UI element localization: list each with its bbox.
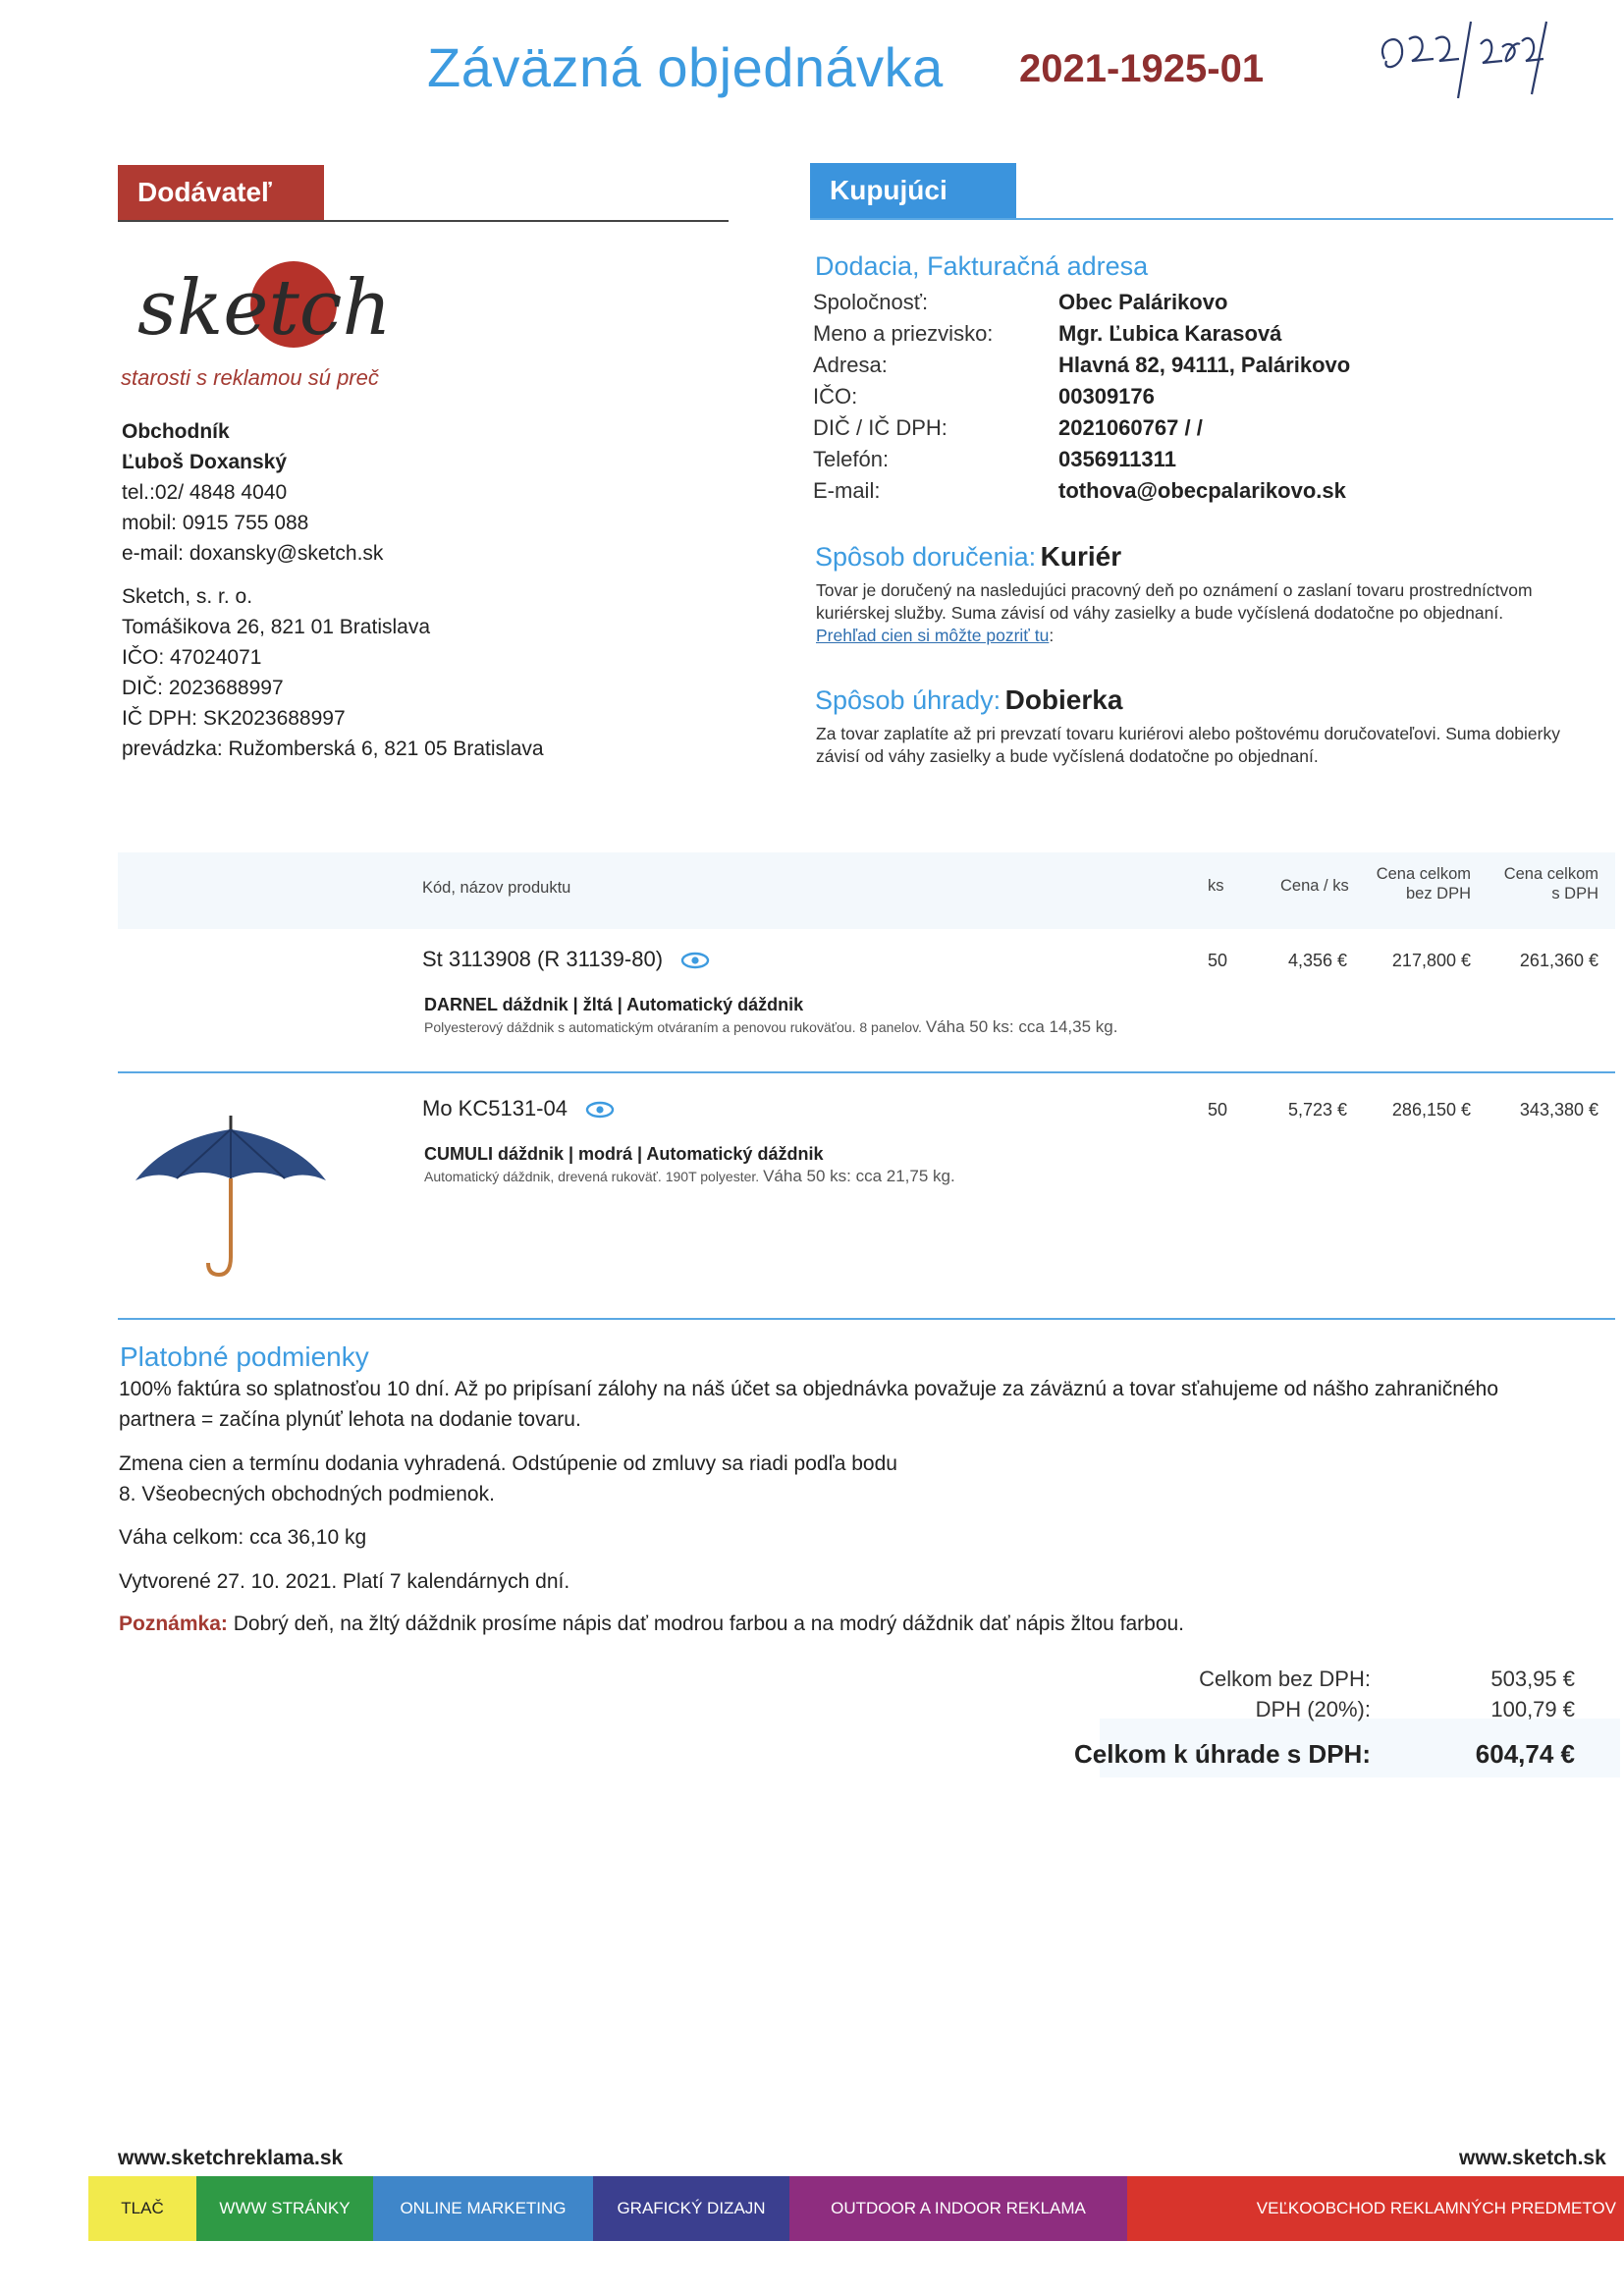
payment-method: Dobierka bbox=[1004, 684, 1123, 715]
created-date: Vytvorené 27. 10. 2021. Platí 7 kalendárnych dní. bbox=[119, 1570, 570, 1593]
product-description bbox=[424, 1167, 955, 1186]
th-total-net bbox=[1355, 864, 1471, 903]
order-note bbox=[119, 1613, 1184, 1636]
footer-segment-design[interactable] bbox=[593, 2176, 789, 2241]
footer-segment-label: WWW STRÁNKY bbox=[219, 2199, 351, 2217]
table-row-code bbox=[422, 1096, 615, 1121]
delivery-method: Kuriér bbox=[1040, 541, 1122, 572]
th-product: Kód, názov produktu bbox=[422, 879, 571, 897]
vat-label: DPH (20%): bbox=[1255, 1697, 1371, 1722]
product-weight: Váha 50 ks: cca 14,35 kg. bbox=[925, 1017, 1118, 1036]
buyer-dic: 2021060767 / / bbox=[1058, 415, 1203, 440]
total-net-value: 503,95 € bbox=[1490, 1667, 1575, 1691]
row-divider bbox=[118, 1071, 1615, 1073]
footer-segment-wholesale[interactable] bbox=[1127, 2176, 1624, 2241]
supplier-mobile: mobil: 0915 755 088 bbox=[122, 512, 309, 534]
footer-segment-label: VEĽKOOBCHOD REKLAMNÝCH PREDMETOV bbox=[1256, 2199, 1616, 2217]
buyer-field-label: Spoločnosť: bbox=[813, 290, 929, 314]
handwritten-note bbox=[1365, 0, 1561, 108]
row-total-net: 217,800 € bbox=[1391, 951, 1471, 970]
supplier-address: Tomášikova 26, 821 01 Bratislava bbox=[122, 616, 431, 638]
logo-wordmark: sketch bbox=[137, 264, 392, 353]
product-desc-text: Polyesterový dáždnik s automatickým otváraním a penovou rukoväťou. 8 panelov. bbox=[424, 1019, 922, 1035]
product-description bbox=[424, 1017, 1117, 1037]
buyer-field-label: Telefón: bbox=[813, 447, 890, 471]
vat-value: 100,79 € bbox=[1490, 1697, 1575, 1722]
total-weight: Váha celkom: cca 36,10 kg bbox=[119, 1526, 367, 1549]
th-unit-price: Cena / ks bbox=[1280, 877, 1349, 895]
buyer-company: Obec Palárikovo bbox=[1058, 290, 1228, 314]
th-total-gross-line2: s DPH bbox=[1551, 885, 1598, 902]
product-desc-text: Automatický dáždnik, drevená rukoväť. 190T polyester. bbox=[424, 1169, 760, 1184]
footer-segment-web[interactable] bbox=[196, 2176, 373, 2241]
umbrella-image bbox=[128, 1110, 334, 1282]
buyer-field-label: Adresa: bbox=[813, 353, 888, 377]
row-total-gross: 343,380 € bbox=[1519, 1100, 1598, 1120]
supplier-divider bbox=[118, 220, 729, 222]
eye-icon[interactable] bbox=[680, 952, 710, 969]
supplier-contact-name: Ľuboš Doxanský bbox=[122, 451, 288, 473]
footer-segment-label: OUTDOOR A INDOOR REKLAMA bbox=[831, 2199, 1086, 2217]
row-total-net: 286,150 € bbox=[1391, 1100, 1471, 1120]
buyer-address: Hlavná 82, 94111, Palárikovo bbox=[1058, 353, 1351, 377]
row-total-gross: 261,360 € bbox=[1519, 951, 1598, 970]
delivery-text: Tovar je doručený na nasledujúci pracovný deň po oznámení o zaslaní tovaru prostredníctvom kuriérskej služby. Suma závisí od váhy zasielky a bude vyčíslená dodatočne po objednaní. bbox=[816, 580, 1533, 623]
supplier-email: e-mail: doxansky@sketch.sk bbox=[122, 542, 384, 565]
footer-segment-label: TLAČ bbox=[121, 2199, 164, 2217]
buyer-address-title: Dodacia, Fakturačná adresa bbox=[815, 251, 1149, 281]
buyer-tab: Kupujúci bbox=[810, 163, 1016, 220]
total-net-label: Celkom bez DPH: bbox=[1199, 1667, 1371, 1691]
footer-segment-label: ONLINE MARKETING bbox=[400, 2199, 567, 2217]
document-title: Záväzná objednávka bbox=[427, 36, 944, 98]
buyer-phone: 0356911311 bbox=[1058, 447, 1176, 471]
footer-segment-print[interactable] bbox=[88, 2176, 196, 2241]
buyer-field-label: Meno a priezvisko: bbox=[813, 321, 994, 346]
note-text: Dobrý deň, na žltý dáždnik prosíme nápis dať modrou farbou a na modrý dáždnik dať nápis žltou farbou. bbox=[233, 1613, 1185, 1635]
footer-url-left[interactable]: www.sketchreklama.sk bbox=[118, 2147, 344, 2169]
eye-icon[interactable] bbox=[585, 1101, 615, 1119]
row-unit-price: 4,356 € bbox=[1287, 951, 1347, 970]
row-qty: 50 bbox=[1207, 951, 1227, 970]
row-qty: 50 bbox=[1207, 1100, 1227, 1120]
buyer-ico: 00309176 bbox=[1058, 384, 1155, 409]
buyer-divider bbox=[810, 218, 1613, 220]
product-code: St 3113908 (R 31139-80) bbox=[422, 947, 664, 971]
product-code: Mo KC5131-04 bbox=[422, 1096, 568, 1121]
terms-paragraph: 100% faktúra so splatnosťou 10 dní. Až po pripísaní zálohy na náš účet sa objednávka považuje za záväznú a tovar sťahujeme od nášho zahraničného partnera = začína plynúť lehota na dodanie tovaru. bbox=[119, 1378, 1499, 1431]
buyer-email: tothova@obecpalarikovo.sk bbox=[1058, 478, 1346, 503]
payment-label: Spôsob úhrady: bbox=[815, 685, 1001, 715]
supplier-phone: tel.:02/ 4848 4040 bbox=[122, 481, 288, 504]
sketch-logo bbox=[132, 257, 426, 355]
th-total-gross-line1: Cena celkom bbox=[1503, 865, 1598, 883]
grand-total-value: 604,74 € bbox=[1475, 1739, 1575, 1769]
supplier-dic: DIČ: 2023688997 bbox=[122, 677, 284, 699]
product-weight: Váha 50 ks: cca 21,75 kg. bbox=[763, 1167, 955, 1185]
delivery-heading bbox=[815, 541, 1121, 573]
table-row-code bbox=[422, 947, 710, 972]
supplier-ico: IČO: 47024071 bbox=[122, 646, 262, 669]
buyer-person: Mgr. Ľubica Karasová bbox=[1058, 321, 1282, 346]
order-number: 2021-1925-01 bbox=[1019, 47, 1265, 90]
delivery-note: Tovar je doručený na nasledujúci pracovný deň po oznámení o zaslaní tovaru prostredníctvom kuriérskej služby. Suma závisí od váhy zasielky a bude vyčíslená dodatočne po objednaní. Prehľad cien si môžte pozriť tu: bbox=[816, 579, 1601, 647]
note-label: Poznámka: bbox=[119, 1613, 228, 1635]
footer-segment-label: GRAFICKÝ DIZAJN bbox=[617, 2199, 766, 2217]
supplier-icdph: IČ DPH: SK2023688997 bbox=[122, 707, 346, 730]
buyer-field-label: DIČ / IČ DPH: bbox=[813, 415, 947, 440]
supplier-company: Sketch, s. r. o. bbox=[122, 585, 253, 608]
footer-segment-outdoor[interactable] bbox=[789, 2176, 1127, 2241]
row-unit-price: 5,723 € bbox=[1287, 1100, 1347, 1120]
product-name: DARNEL dáždnik | žltá | Automatický dáždnik bbox=[424, 995, 804, 1014]
supplier-tab: Dodávateľ bbox=[118, 165, 324, 222]
delivery-prices-link[interactable]: Prehľad cien si môžte pozriť tu bbox=[816, 626, 1050, 645]
terms-paragraph: Zmena cien a termínu dodania vyhradená. Odstúpenie od zmluvy sa riadi podľa bodu 8. Všeobecných obchodných podmienok. bbox=[119, 1452, 897, 1505]
th-total-net-line2: bez DPH bbox=[1405, 885, 1471, 902]
payment-note: Za tovar zaplatíte až pri prevzatí tovaru kuriérovi alebo poštovému doručovateľovi. Suma dobierky závisí od váhy zasielky a bude vyčíslená dodatočne po objednaní. bbox=[816, 724, 1560, 766]
footer-segment-marketing[interactable] bbox=[373, 2176, 593, 2241]
supplier-premises: prevádzka: Ružomberská 6, 821 05 Bratislava bbox=[122, 738, 544, 760]
buyer-field-label: E-mail: bbox=[813, 478, 881, 503]
buyer-field-label: IČO: bbox=[813, 384, 858, 409]
footer-url-right[interactable]: www.sketch.sk bbox=[1459, 2147, 1606, 2169]
grand-total-label: Celkom k úhrade s DPH: bbox=[1074, 1739, 1371, 1769]
th-total-gross bbox=[1483, 864, 1598, 903]
th-qty: ks bbox=[1208, 877, 1224, 895]
th-total-net-line1: Cena celkom bbox=[1376, 865, 1471, 883]
table-bottom-divider bbox=[118, 1318, 1615, 1320]
supplier-slogan: starosti s reklamou sú preč bbox=[121, 365, 379, 390]
product-name: CUMULI dáždnik | modrá | Automatický dáždnik bbox=[424, 1144, 824, 1164]
payment-terms-title: Platobné podmienky bbox=[120, 1341, 369, 1372]
supplier-role: Obchodník bbox=[122, 420, 230, 443]
delivery-label: Spôsob doručenia: bbox=[815, 542, 1037, 572]
payment-heading bbox=[815, 684, 1122, 716]
